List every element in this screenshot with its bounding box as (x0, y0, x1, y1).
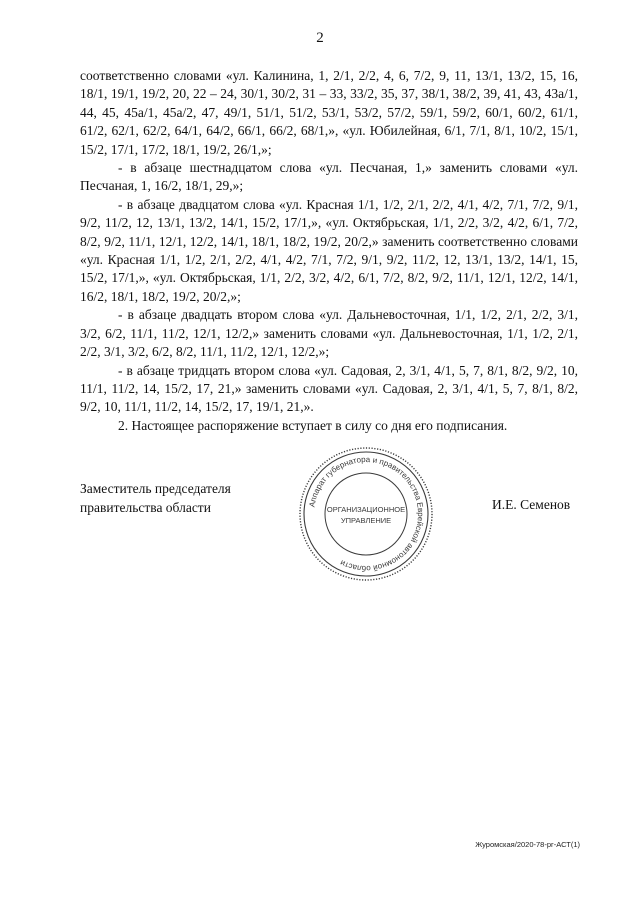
paragraph-amendment-20: - в абзаце двадцатом слова «ул. Красная 1/1, 1/2, 2/1, 2/2, 4/1, 4/2, 7/1, 7/2, 9/1, 9/2, 11/2, 12, 13/1, 13/2, 14/1, 15/2, 17/1,», «ул. Октябрьская, 1/1, 2/2, 3/2, 4/2, 6/1, 7/2, 8/2, 9/2, 11/1, 12/1, 12/2, 14/1, 18/1, 18/2, 19/2, 20/2,» заменить соответственно словами «ул. Красная 1/1, 1/2, 2/1, 2/2, 4/1, 4/2, 7/1, 7/2, 9/1, 9/2, 11/2, 12, 13/1, 13/2, 14/1, 15, 15/2, 17/1,», «ул. Октябрьская, 1/1, 2/2, 3/2, 4/2, 6/1, 7/2, 8/2, 9/2, 11/1, 12/1, 12/2, 14/1, 16/2, 18/1, 18/2, 19/2, 20/2,»; (80, 196, 578, 304)
signature-title-line1: Заместитель председателя (80, 481, 231, 496)
signature-title-line2: правительства области (80, 500, 211, 515)
page-number: 2 (316, 30, 324, 46)
paragraph-amendment-16: - в абзаце шестнадцатом слова «ул. Песчаная, 1,» заменить словами «ул. Песчаная, 1, 16/2, 18/1, 29,»; (80, 160, 578, 194)
seal-center-line2: УПРАВЛЕНИЕ (340, 516, 392, 525)
paragraph-amendment-32: - в абзаце тридцать втором слова «ул. Садовая, 2, 3/1, 4/1, 5, 7, 8/1, 8/2, 9/2, 10, 11/1, 11/2, 14, 15/2, 17, 21,» заменить словами «ул. Садовая, 2, 3/1, 4/1, 5, 7, 8/1, 8/2, 9/2, 10, 11/1, 11/2, 14, 15/2, 17, 19/1, 21,». (80, 362, 578, 415)
paragraph-amendment-22: - в абзаце двадцать втором слова «ул. Дальневосточная, 1/1, 1/2, 2/1, 2/2, 3/1, 3/2, 6/2, 11/1, 11/2, 12/1, 12/2,» заменить словами «ул. Дальневосточная, 1/1, 1/2, 2/1, 2/2, 3/1, 3/2, 6/2, 8/2, 11/1, 11/2, 12/1, 12/2,»; (80, 307, 578, 360)
signature-title (80, 479, 231, 517)
seal-ring-text: Аппарат губернатора и правительства Еврейской автономной области (307, 454, 426, 574)
seal-middle-ring (304, 452, 428, 576)
signer-name: И.Е. Семенов (492, 497, 571, 512)
seal-center-line1: ОРГАНИЗАЦИОННОЕ (326, 505, 406, 514)
official-seal-stamp (297, 445, 435, 583)
document-footer-code: Журомская/2020-78-рг-АСТ(1) (475, 840, 580, 849)
paragraph-effective-date: 2. Настоящее распоряжение вступает в силу со дня его подписания. (118, 417, 508, 433)
paragraph-continuation: соответственно словами «ул. Калинина, 1, 2/1, 2/2, 4, 6, 7/2, 9, 11, 13/1, 13/2, 15, 16, 18/1, 19/1, 19/2, 20, 22 – 24, 30/1, 30/2, 31 – 33, 33/2, 35, 37, 38/1, 38/2, 39, 41, 43, 43а/1, 44, 45, 45а/1, 45а/2, 47, 49/1, 51/1, 51/2, 53/1, 53/2, 57/2, 59/1, 59/2, 60/1, 60/2, 61/1, 61/2, 62/1, 62/2, 64/1, 64/2, 66/1, 66/2, 68/1,», «ул. Юбилейная, 6/1, 7/1, 8/1, 10/2, 15/1, 15/2, 17/1, 17/2, 18/1, 19/2, 26/1,»; (80, 68, 578, 157)
seal-outer-ring (300, 448, 432, 580)
seal-inner-ring (325, 473, 407, 555)
document-body (80, 67, 578, 435)
